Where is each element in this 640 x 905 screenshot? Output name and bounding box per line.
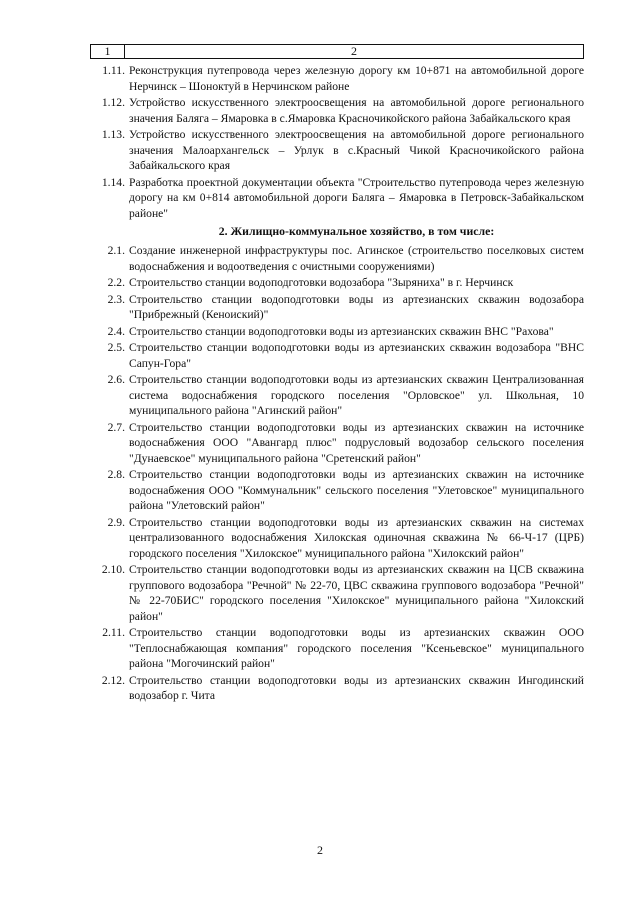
table-row [90, 175, 584, 222]
table-row [90, 467, 584, 514]
table-row [90, 340, 584, 371]
table-row [90, 324, 584, 340]
table-row [90, 625, 584, 672]
table-header [90, 44, 584, 59]
row-text: Строительство станции водоподготовки воды из артезианских скважин на системах централизованного водоснабжения Хилокская одиночная скважина № 66-Ч-17 (ЦРБ) городского поселения "Хилокское" муниципального района "Хилокский район" [129, 515, 584, 560]
row-text: Устройство искусственного электроосвещения на автомобильной дороге регионального значения Малоархангельск – Урлук в с.Красный Чикой Красночикойского района Забайкальского края [129, 128, 584, 172]
table-row [90, 562, 584, 624]
row-number: 2.2. [107, 276, 125, 289]
table-row [90, 243, 584, 274]
row-text: Строительство станции водоподготовки воды из артезианских скважин Ингодинский водозабор г. Чита [129, 673, 584, 702]
row-text: Строительство станции водоподготовки воды из артезианских скважин на источнике водоснабжения ООО "Авангард плюс" подрусловый водозабор сельского поселения "Дунаевское" муниципального района "Сретенский район" [129, 420, 584, 465]
row-text: Реконструкция путепровода через железную дорогу км 10+871 на автомобильной дороге Нерчинск – Шоноктуй в Нерчинском районе [129, 64, 584, 93]
row-number: 2.11. [102, 626, 125, 639]
row-text: Строительство станции водоподготовки воды из артезианских скважин на ЦСВ скважина группового водозабора "Речной" № 22-70, ЦВС скважина группового водозабора "Речной" № 22-70БИС" городского поселения "Хилокское" муниципального района "Хилокский район" [129, 563, 584, 623]
row-number: 2.5. [107, 341, 125, 354]
table-row [90, 372, 584, 419]
table-body [90, 63, 584, 705]
table-row [90, 673, 584, 704]
page-number: 2 [317, 843, 323, 857]
row-number: 2.8. [107, 468, 125, 481]
row-text: Строительство станции водоподготовки воды из артезианских скважин водозабора "ВНС Сапун-Гора" [129, 341, 584, 370]
table-row [90, 275, 584, 291]
table-row [90, 127, 584, 174]
row-text: Строительство станции водоподготовки водозабора "Зыряниха" в г. Нерчинск [129, 276, 514, 289]
row-number: 1.14. [101, 175, 125, 189]
row-text: Строительство станции водоподготовки воды из артезианских скважин Централизованная система водоснабжения городского поселения "Орловское" ул. Школьная, 10 муниципального района "Агинский район" [129, 373, 584, 417]
row-text: Строительство станции водоподготовки воды из артезианских скважин ВНС "Рахова" [129, 324, 554, 338]
row-number: 1.13. [101, 128, 125, 141]
row-number: 2.9. [107, 515, 125, 529]
table-row [90, 420, 584, 467]
row-number: 2.1. [107, 244, 125, 257]
row-number: 2.10. [101, 563, 125, 576]
row-number: 2.7. [107, 420, 125, 434]
table-row [90, 95, 584, 126]
table-header-col-2: 2 [351, 44, 357, 58]
table-row [90, 515, 584, 562]
row-number: 2.4. [107, 324, 125, 338]
table-row [90, 63, 584, 94]
row-number: 2.3. [107, 292, 125, 306]
row-text: Строительство станции водоподготовки воды из артезианских скважин ООО "Теплоснабжающая компания" городского поселения "Ксеньевское" муниципального района "Могочинский район" [129, 626, 584, 670]
table-header-col-1: 1 [91, 45, 125, 58]
table-row [90, 292, 584, 323]
row-text: Создание инженерной инфраструктуры пос. Агинское (строительство поселковых систем водоснабжения и водоотведения с очистными сооружениями) [129, 244, 584, 273]
row-number: 1.12. [101, 96, 125, 109]
row-number: 1.11. [102, 64, 125, 77]
row-text: Устройство искусственного электроосвещения на автомобильной дороге регионального значения Баляга – Ямаровка в с.Ямаровка Красночикойского района Забайкальского края [129, 96, 584, 125]
section-title: 2. Жилищно-коммунальное хозяйство, в том числе: [218, 224, 495, 238]
row-text: Разработка проектной документации объекта "Строительство путепровода через железную дорогу на км 0+814 автомобильной дороги Баляга – Ямаровка в Петровск-Забайкальском районе" [129, 175, 584, 220]
row-text: Строительство станции водоподготовки воды из артезианских скважин водозабора "Прибрежный (Кеноиский)" [129, 292, 584, 321]
row-number: 2.6. [107, 373, 125, 386]
row-text: Строительство станции водоподготовки воды из артезианских скважин на источнике водоснабжения ООО "Коммунальник" сельского поселения "Улетовское" муниципального района "Улетовский район" [129, 468, 584, 512]
row-number: 2.12. [101, 673, 125, 687]
